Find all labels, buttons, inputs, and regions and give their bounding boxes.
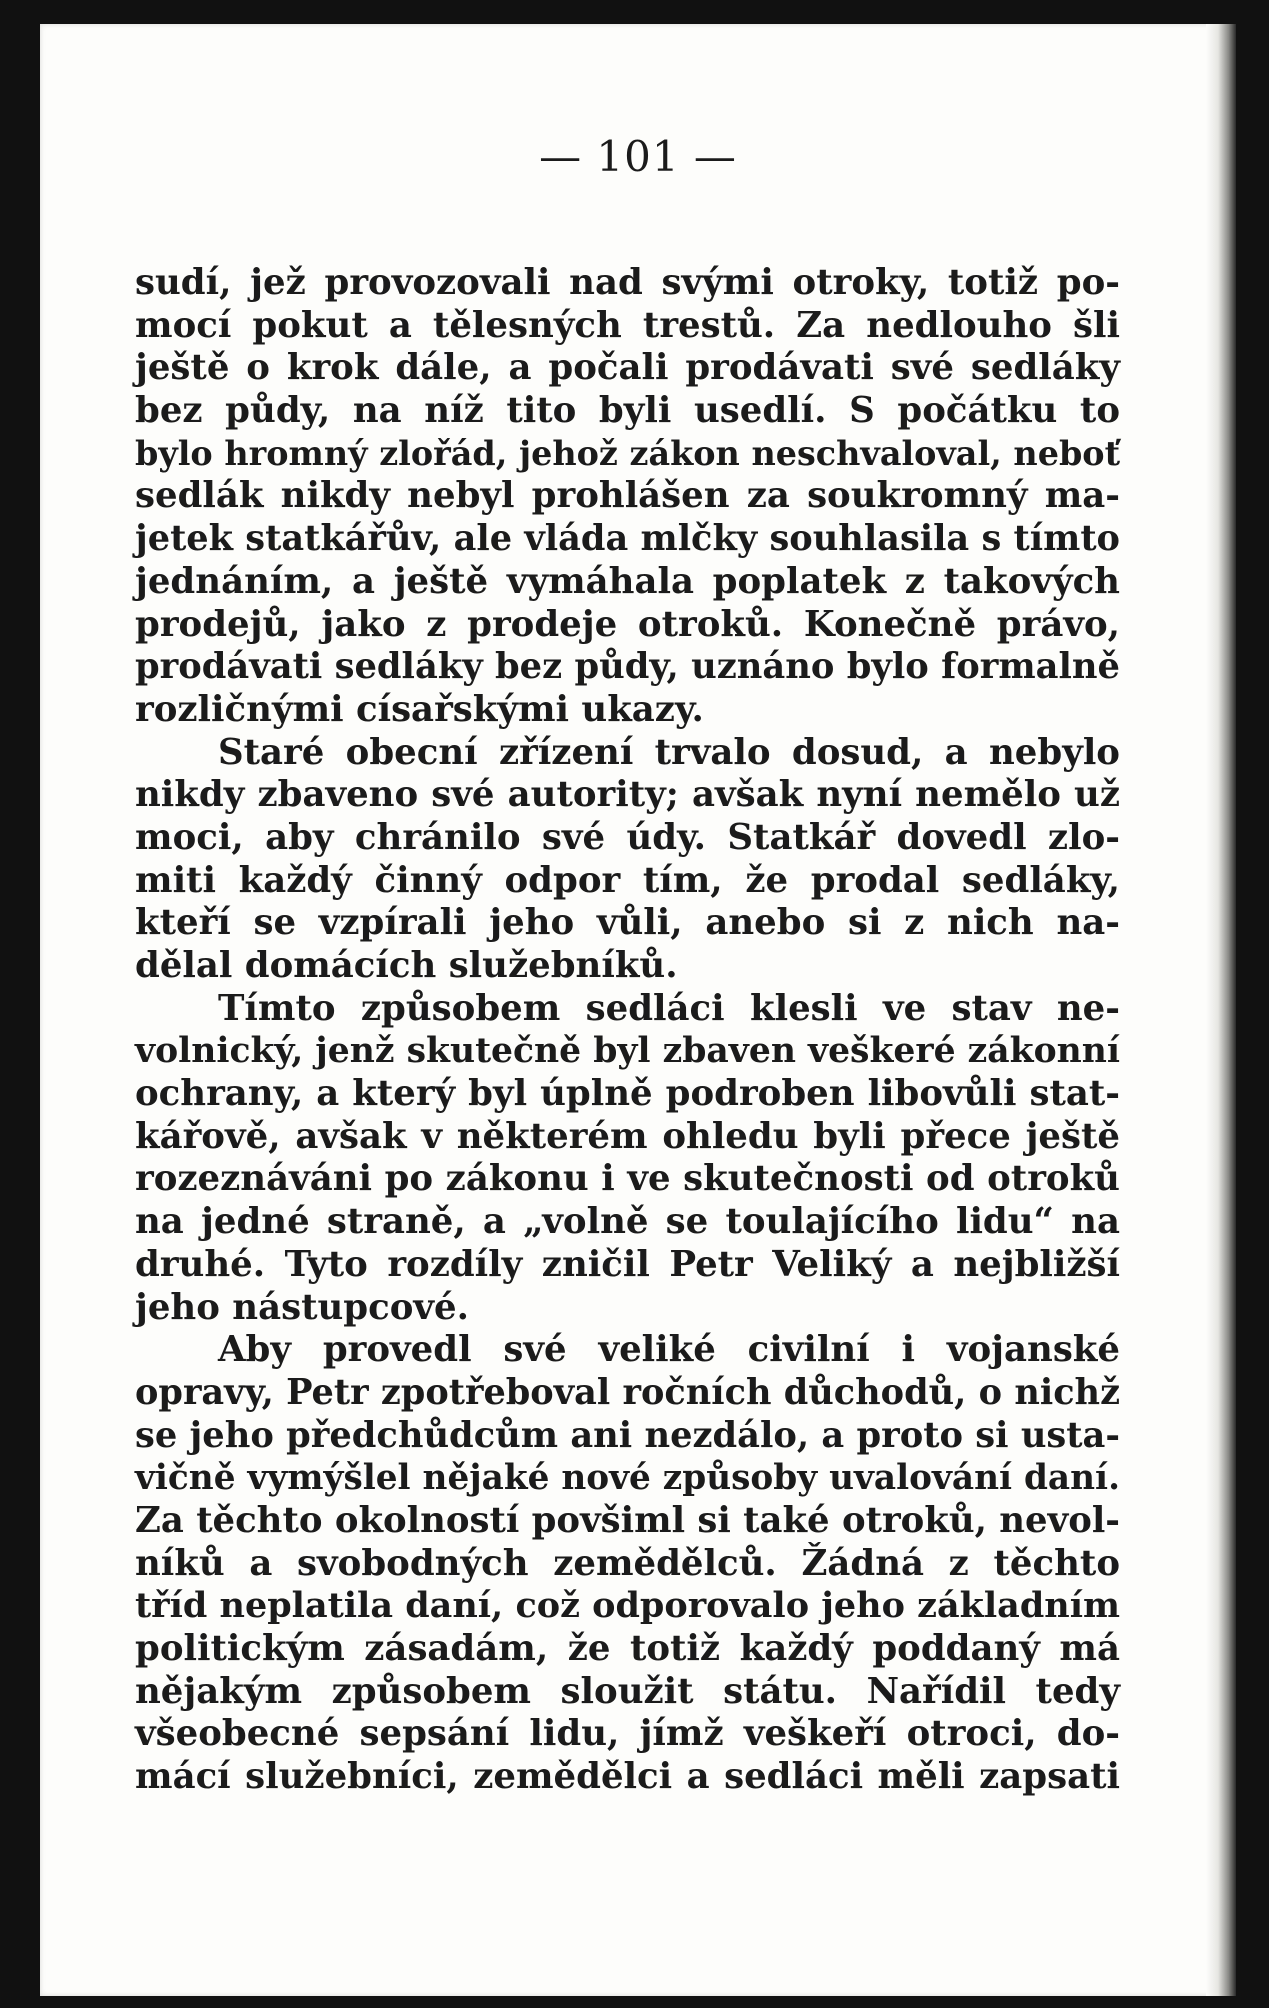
text-line: nějakým způsobem sloužit státu. Nařídil tedy xyxy=(135,1670,1120,1712)
text-line: opravy, Petr zpotřeboval ročních důchodů, o nichž xyxy=(135,1371,1120,1413)
text-line: nikdy zbaveno své autority; avšak nyní nemělo už xyxy=(135,774,1120,816)
text-line: kteří se vzpírali jeho vůli, anebo si z nich na- xyxy=(135,902,1120,944)
text-line: všeobecné sepsání lidu, jímž veškeří otroci, do- xyxy=(135,1713,1120,1755)
text-line: Staré obecní zřízení trvalo dosud, a nebylo xyxy=(218,731,1120,773)
text-line: druhé. Tyto rozdíly zničil Petr Veliký a nejbližší xyxy=(135,1243,1120,1285)
text-line: jetek statkářův, ale vláda mlčky souhlasila s tímto xyxy=(135,518,1120,560)
text-line: se jeho předchůdcům ani nezdálo, a proto si usta- xyxy=(135,1414,1120,1456)
text-line: Tímto způsobem sedláci klesli ve stav ne- xyxy=(218,987,1120,1029)
text-line: ochrany, a který byl úplně podroben libovůli stat- xyxy=(135,1073,1120,1115)
text-line: sudí, jež provozovali nad svými otroky, totiž po- xyxy=(135,262,1120,303)
text-line: prodejů, jako z prodeje otroků. Konečně právo, xyxy=(135,603,1120,645)
text-line: Aby provedl své veliké civilní i vojanské xyxy=(218,1329,1120,1371)
text-line: rozličnými císařskými ukazy. xyxy=(135,688,704,730)
page-number: — 101 — xyxy=(539,132,737,181)
text-line: bylo hromný zlořád, jehož zákon neschvaloval, neboť xyxy=(135,433,1120,473)
text-line: vičně vymýšlel nějaké nové způsoby uvalování daní. xyxy=(135,1458,1120,1499)
text-line: prodávati sedláky bez půdy, uznáno bylo formalně xyxy=(135,646,1120,688)
text-line: kářově, avšak v některém ohledu byli přece ještě xyxy=(135,1115,1120,1157)
text-line: mocí pokut a tělesných trestů. Za nedlouho šli xyxy=(135,304,1120,346)
text-line: jednáním, a ještě vymáhala poplatek z takových xyxy=(135,560,1120,602)
text-line: miti každý činný odpor tím, že prodal sedláky, xyxy=(135,859,1120,901)
text-line: rozeznáváni po zákonu i ve skutečnosti od otroků xyxy=(135,1158,1120,1200)
text-line: volnický, jenž skutečně byl zbaven veškeré zákonní xyxy=(135,1031,1120,1072)
text-line: na jedné straně, a „volně se toulajícího lidu“ na xyxy=(135,1201,1120,1243)
text-line: sedlák nikdy nebyl prohlášen za soukromný ma- xyxy=(135,475,1120,517)
text-line: ještě o krok dále, a počali prodávati své sedláky xyxy=(135,347,1120,389)
text-line: dělal domácích služebníků. xyxy=(135,945,678,986)
text-line: tříd neplatila daní, což odporovalo jeho základním xyxy=(135,1585,1120,1627)
book-page xyxy=(40,24,1236,1996)
page-edge-shadow xyxy=(1206,24,1236,1996)
text-line: politickým zásadám, že totiž každý poddaný má xyxy=(135,1628,1120,1669)
text-line: Za těchto okolností povšiml si také otroků, nevol- xyxy=(135,1499,1120,1541)
text-line: níků a svobodných zemědělců. Žádná z těchto xyxy=(135,1542,1120,1584)
text-line: jeho nástupcové. xyxy=(135,1286,469,1328)
text-line: mácí služebníci, zemědělci a sedláci měli zapsati xyxy=(135,1756,1120,1798)
text-line: bez půdy, na níž tito byli usedlí. S počátku to xyxy=(135,390,1120,432)
text-line: moci, aby chránilo své údy. Statkář dovedl zlo- xyxy=(135,816,1120,858)
body-text xyxy=(135,262,1120,1799)
